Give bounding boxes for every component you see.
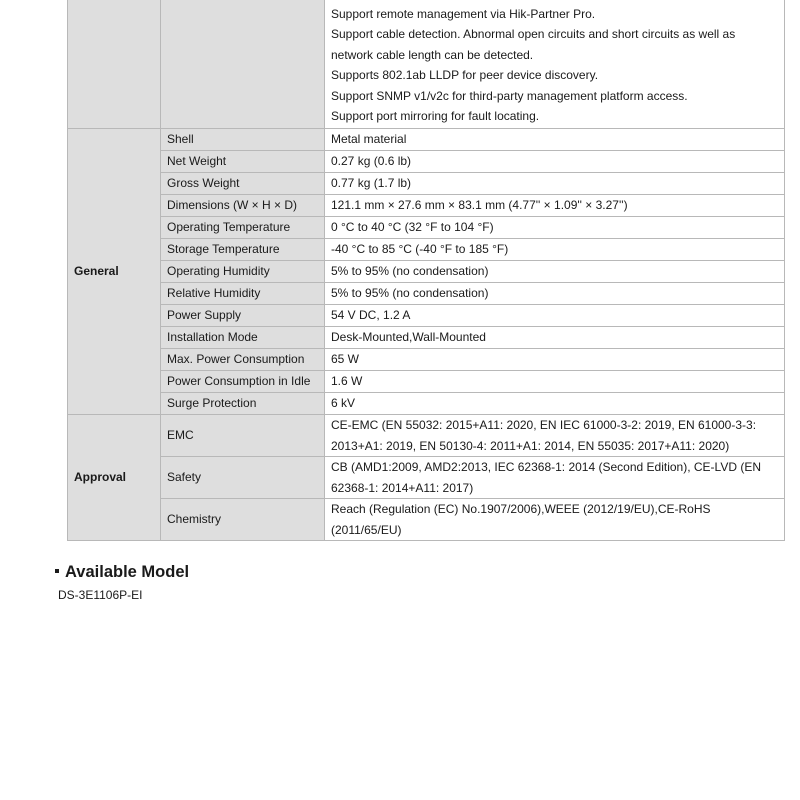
feature-line: Support cable detection. Abnormal open circuits and short circuits as well as: [331, 27, 736, 41]
table-row: [68, 349, 785, 371]
spec-value: CE-EMC (EN 55032: 2015+A11: 2020, EN IEC 61000-3-2: 2019, EN 61000-3-3: 2013+A1: 2019, EN 50130-4: 2011+A1: 2014, EN 55035: 2017+A11: 2020): [325, 415, 785, 457]
table-row: [68, 371, 785, 393]
spec-name: Chemistry: [161, 499, 325, 541]
spec-name: Gross Weight: [161, 173, 325, 195]
available-model-heading: [55, 563, 189, 582]
spec-name: Net Weight: [161, 151, 325, 173]
spec-name: Surge Protection: [161, 393, 325, 415]
approval-category-label: Approval: [68, 415, 161, 541]
spec-name: Max. Power Consumption: [161, 349, 325, 371]
spec-name: Power Consumption in Idle: [161, 371, 325, 393]
table-row: [68, 305, 785, 327]
spec-value: Desk-Mounted,Wall-Mounted: [325, 327, 785, 349]
spec-value: 6 kV: [325, 393, 785, 415]
spec-name: Safety: [161, 457, 325, 499]
spec-value: -40 °C to 85 °C (-40 °F to 185 °F): [325, 239, 785, 261]
table-row: [68, 239, 785, 261]
table-row: [68, 217, 785, 239]
spec-value: 5% to 95% (no condensation): [325, 283, 785, 305]
management-row: [68, 0, 785, 129]
table-row: [68, 327, 785, 349]
spec-name: Storage Temperature: [161, 239, 325, 261]
spec-name: Relative Humidity: [161, 283, 325, 305]
feature-line: Support SNMP v1/v2c for third-party management platform access.: [331, 88, 688, 103]
spec-value: Metal material: [325, 129, 785, 151]
feature-line: network cable length can be detected.: [331, 47, 534, 62]
table-row: [68, 195, 785, 217]
spec-name: Operating Humidity: [161, 261, 325, 283]
management-features-cell: [325, 0, 785, 129]
model-number: DS-3E1106P-EI: [58, 588, 143, 602]
table-row: [68, 499, 785, 541]
available-model-heading-text: Available Model: [65, 563, 190, 581]
table-row: [68, 283, 785, 305]
spec-value: 0.77 kg (1.7 lb): [325, 173, 785, 195]
table-row: [68, 151, 785, 173]
spec-value: 121.1 mm × 27.6 mm × 83.1 mm (4.77'' × 1.09'' × 3.27''): [325, 195, 785, 217]
spec-table: [67, 0, 785, 541]
feature-line: Support remote management via Hik-Partner Pro.: [331, 6, 596, 21]
spec-name: EMC: [161, 415, 325, 457]
table-row: [68, 261, 785, 283]
management-sub-cell: [161, 0, 325, 129]
table-row: [68, 173, 785, 195]
spec-value: 0 °C to 40 °C (32 °F to 104 °F): [325, 217, 785, 239]
table-row: [68, 393, 785, 415]
spec-value: 0.27 kg (0.6 lb): [325, 151, 785, 173]
table-row: [68, 129, 785, 151]
spec-name: Dimensions (W × H × D): [161, 195, 325, 217]
spec-name: Power Supply: [161, 305, 325, 327]
spec-name: Installation Mode: [161, 327, 325, 349]
feature-line: Support port mirroring for fault locating.: [331, 109, 540, 123]
spec-value: 5% to 95% (no condensation): [325, 261, 785, 283]
management-category-cell: [68, 0, 161, 129]
general-category-label: General: [68, 129, 161, 415]
spec-name: Shell: [161, 129, 325, 151]
feature-line: Supports 802.1ab LLDP for peer device discovery.: [331, 68, 599, 82]
spec-value: CB (AMD1:2009, AMD2:2013, IEC 62368-1: 2014 (Second Edition), CE-LVD (EN 62368-1: 2014+A11: 2017): [325, 457, 785, 499]
bullet-icon: [55, 569, 59, 573]
spec-value: 1.6 W: [325, 371, 785, 393]
spec-value: Reach (Regulation (EC) No.1907/2006),WEEE (2012/19/EU),CE-RoHS (2011/65/EU): [325, 499, 785, 541]
spec-value: 65 W: [325, 349, 785, 371]
spec-name: Operating Temperature: [161, 217, 325, 239]
table-row: [68, 457, 785, 499]
spec-value: 54 V DC, 1.2 A: [325, 305, 785, 327]
table-row: [68, 415, 785, 457]
